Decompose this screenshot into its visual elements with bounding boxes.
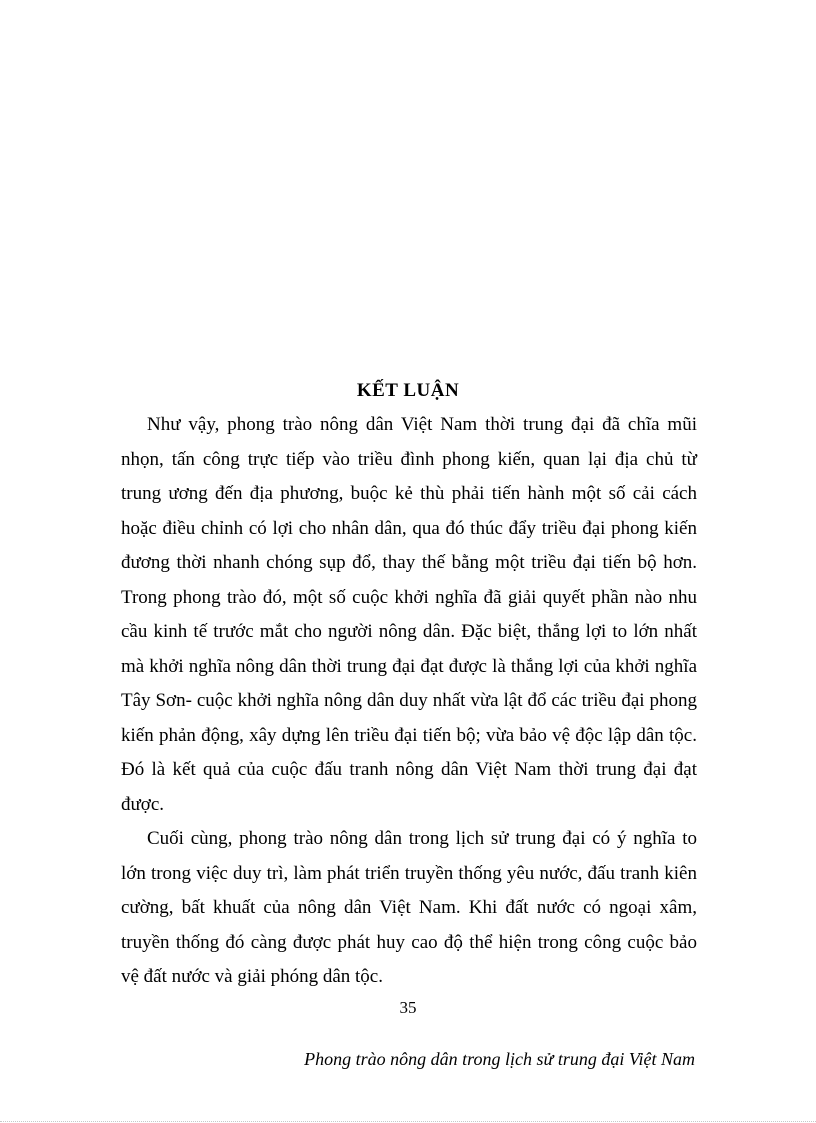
footer-divider	[0, 1121, 816, 1122]
page-number: 35	[399, 998, 417, 1017]
paragraph-1: Như vậy, phong trào nông dân Việt Nam thời trung đại đã chĩa mũi nhọn, tấn công trực tiếp vào triều đình phong kiến, quan lại địa chủ từ trung ương đến địa phương, buộc kẻ thù phải tiến hành một số cải cách hoặc điều chỉnh có lợi cho nhân dân, qua đó thúc đẩy triều đại phong kiến đương thời nhanh chóng sụp đổ, thay thế bằng một triều đại tiến bộ hơn. Trong phong trào đó, một số cuộc khởi nghĩa đã giải quyết phần nào nhu cầu kinh tế trước mắt cho người nông dân. Đặc biệt, thắng lợi to lớn nhất mà khởi nghĩa nông dân thời trung đại đạt được là thắng lợi của khởi nghĩa Tây Sơn- cuộc khởi nghĩa nông dân duy nhất vừa lật đổ các triều đại phong kiến phản động, xây dựng lên triều đại tiến bộ; vừa bảo vệ độc lập dân tộc. Đó là kết quả của cuộc đấu tranh nông dân Việt Nam thời trung đại đạt được.	[121, 414, 697, 815]
footer-title: Phong trào nông dân trong lịch sử trung đại Việt Nam	[304, 1049, 695, 1069]
section-heading: KẾT LUẬN	[356, 380, 460, 401]
body-text	[121, 408, 697, 995]
paragraph-2: Cuối cùng, phong trào nông dân trong lịch sử trung đại có ý nghĩa to lớn trong việc duy trì, làm phát triển truyền thống yêu nước, đấu tranh kiên cường, bất khuất của nông dân Việt Nam. Khi đất nước có ngoại xâm, truyền thống đó càng được phát huy cao độ thể hiện trong công cuộc bảo vệ đất nước và giải phóng dân tộc.	[121, 828, 697, 987]
